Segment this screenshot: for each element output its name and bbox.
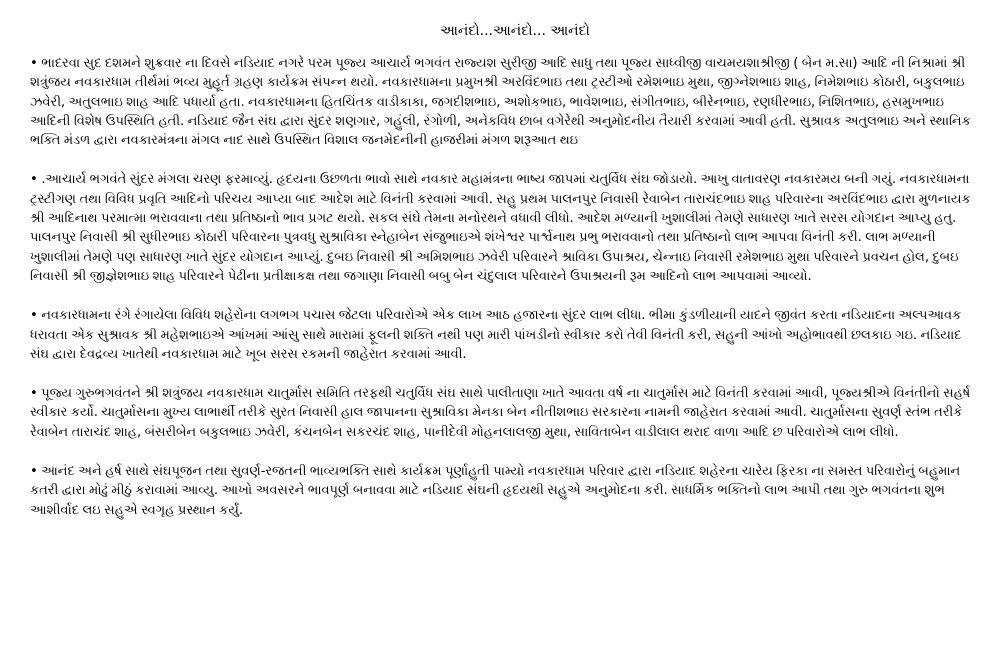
paragraph-4 <box>30 384 980 442</box>
paragraph-text: ભાદરવા સુદ દશમને શુક્રવાર ના દિવસે નડિયાદ નગરે પરમ પૂજ્ય આચાર્ય ભગવંત રાજ્યશ સુરીજી આદિ સાધુ તથા પૂજ્ય સાધ્વીજી વાચમયશાશ્રીજી ( બેન મ.સા) આદિ ની નિશ્રામાં શ્રી શત્રુંજય નવકારધામ તીર્થમાં ભવ્ય મુહૂર્ત ગ્રહણ કાર્યક્રમ સંપન્ન થયો. નવકારધામના પ્રમુખશ્રી અરવિંદભાઇ તથા ટ્રસ્ટીઓ રમેશભાઇ મુથા, જીગ્નેશભાઇ શાહ, નિમેશભાઇ કોઠારી, બકુલભાઇ ઝવેરી, અતુલભાઇ શાહ આદિ પધાર્યા હતા. નવકારધામના હિતચિંતક વાડીકાકા, જગદીશભાઇ, અશોકભાઇ, ભાવેશભાઇ, સંગીતભાઇ, બીરેનભાઇ, રણધીરભાઇ, નિશિતભાઇ, હસમુખભાઇ આદિની વિશેષ ઉપસ્થિતિ હતી. નડિયાદ જૈન સંઘ દ્વારા સુંદર શણગાર, ગહુંલી, રંગોળી, અનેકવિધ છાબ વગેરેથી અનુમોદનીય તૈયારી કરવામાં આવી હતી. સુશ્રાવક અતુલભાઇ અને સ્થાનિક ભક્તિ મંડળ દ્વારા નવકારમંત્રના મંગલ નાદ સાથે ઉપસ્થિત વિશાલ જનમેદનીની હાજરીમાં મંગળ શરૂઆત થઇ <box>30 56 971 149</box>
document <box>30 22 980 540</box>
paragraph-text: પૂજ્ય ગુરુભગવંતને શ્રી શત્રુંજય નવકારધામ ચાતુર્માસ સમિતિ તરફથી ચતુર્વિધ સંઘ સાથે પાલીતાણા ખાતે આવતા વર્ષ ના ચાતુર્માસ માટે વિનંતી કરવામાં આવી, પૂજ્યશ્રીએ વિનંતીનો સહર્ષ સ્વીકાર કર્યો. ચાતુર્માસના મુખ્ય લાભાર્થી તરીકે સુરત નિવાસી હાલ જાપાનના સુશ્રાવિકા મેનકા બેન નીતીશભાઇ સરકારના નામની જાહેરાત કરવામાં આવી. ચાતુર્માસના સુવર્ણ સ્તંભ તરીકે રેવાબેન તારાચંદ શાહ, બંસરીબેન બકુલભાઇ ઝવેરી, કંચનબેન સકરચંદ શાહ, પાનીદેવી મોહનલાલજી મુથા, સાવિતાબેન વાડીલાલ થરાદ વાળા આદિ છ પરિવારોએ લાભ લીધો. <box>30 386 971 440</box>
bullet-point: • <box>30 308 38 324</box>
paragraph-text: નવકારધામના રંગે રંગાયેલા વિવિધ શહેરોના લગભગ પચાસ જેટલા પરિવારોએ એક લાખ આઠ હજારના સુંદર લાભ લીધા. ભીમા કુંડળીયાની યાદને જીવંત કરતા નડિયાદના અલ્પઆવક ધરાવતા એક સુશ્રાવક શ્રી મહેશભાઇએ આંખમાં આંસુ સાથે મારામાં ફૂલની શક્તિ નથી પણ મારી પાંખડીનો સ્વીકાર કરો તેવી વિનંતી કરી, સહુની આંખો અહોભાવથી છલકાઇ ગઇ. નડિયાદ સંઘ દ્વારા દેવદ્રવ્ય ખાતેથી નવકારધામ માટે ખૂબ સરસ રકમની જાહેરાત કરવામાં આવી. <box>30 308 962 362</box>
paragraph-text: આનંદ અને હર્ષ સાથે સંઘપૂજન તથા સુવર્ણ-રજતની ભાવ્યભક્તિ સાથે કાર્યક્રમ પૂર્ણાહુતી પામ્યો નવકારધામ પરિવાર દ્વારા નડિયાદ શહેરના ચારેય ફિરકા ના સમસ્ત પરિવારોનું બહુમાન કતરી દ્વારા મોઢું મીઠું કરાવામાં આવ્યુ. આખો અવસરને ભાવપૂર્ણ બનાવવા માટે નડિયાદ સંઘની હૃદયથી સહુએ અનુમોદના કરી. સાધર્મિક ભક્તિનો લાભ આપી તથા ગુરુ ભગવંતના શુભ આશીર્વાદ લઇ સહુએ સ્વગૃહ પ્રસ્થાન કર્યું. <box>30 464 961 518</box>
bullet-point: • <box>30 172 38 188</box>
paragraph-3 <box>30 306 980 364</box>
paragraph-text: .આચાર્ય ભગવંતે સુંદર મંગલા ચરણ ફરમાવ્યું. હૃદયના ઉછળતા ભાવો સાથે નવકાર મહામંત્રના ભાષ્ય જાપમાં ચતુર્વિધ સંઘ જોડાયો. આખુ વાતાવરણ નવકારમય બની ગયું. નવકારધામના ટ્રસ્ટીગણ તથા વિવિધ પ્રવૃતિ આદિનો પરિચય આપ્યા બાદ આદેશ માટે વિનંતી કરવામાં આવી. સહુ પ્રથમ પાલનપુર નિવાસી રેવાબેન તારાચંદભાઇ શાહ પરિવારના અરવિંદભાઇ દ્વારા મુળનાયક શ્રી આદિનાથ પરમાત્મા ભરાવવાના તથા પ્રતિષ્ઠાનો ભાવ પ્રગટ થયો. સકલ સંઘે તેમના મનોરથને વધાવી લીધો. આદેશ મળ્યાની ખુશાલીમાં તેમણે સાધારણ ખાતે સરસ યોગદાન આપ્યુ હતુ. પાલનપુર નિવાસી શ્રી સુધીરભાઇ કોઠારી પરિવારના પુત્રવધુ સુશ્રાવિકા સ્નેહાબેન સંજુભાઇએ શંખેશ્વર પાર્શ્વનાથ પ્રભુ ભરાવવાનો તથા પ્રતિષ્ઠાનો લાભ આપવા વિનંતી કરી. લાભ મળ્યાની ખુશાલીમાં તેમણે પણ સાધારણ ખાતે સુંદર યોગદાન આપ્યું. દુબઇ નિવાસી શ્રી અમિશભાઇ ઝવેરી પરિવારને શ્રાવિકા ઉપાશ્રય, ચેન્નાઇ નિવાસી રમેશભાઇ મુથા પરિવારને પ્રવચન હોલ, દુબઇ નિવાસી શ્રી જીજ્ઞેશભાઇ શાહ પરિવારને પેઢીના પ્રતીક્ષાકક્ષ તથા જગાણા નિવાસી બબુ બેન ચંદુલાલ પરિવારને ઉપાશ્રયની રૂમ આદિનો લાભ આપવામાં આવ્યો. <box>30 172 971 284</box>
bullet-point: • <box>30 56 38 71</box>
document-title: આનંદો...આનંદો... આનંદો <box>440 23 590 39</box>
paragraph-5 <box>30 462 980 520</box>
paragraph-2 <box>30 170 980 286</box>
paragraph-1 <box>30 54 980 150</box>
bullet-point: • <box>30 386 38 402</box>
bullet-point: • <box>30 464 38 480</box>
